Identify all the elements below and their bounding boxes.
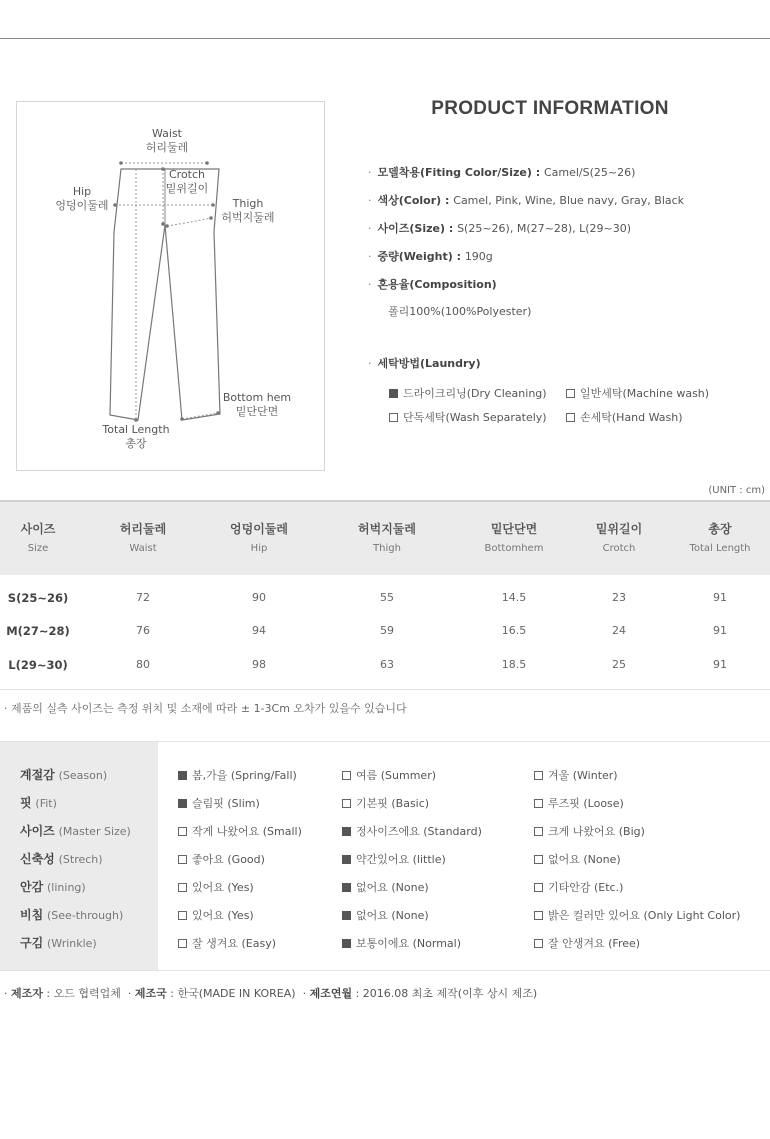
attribute-option-label: 밝은 컬러만 있어요 (Only Light Color) (548, 909, 741, 922)
attribute-label-en: (Season) (58, 769, 108, 782)
size-cell: 14.5 (501, 591, 527, 604)
size-row: · 사이즈(Size) : S(25~26), M(27~28), L(29~30) (368, 222, 632, 235)
checkbox-checked-icon (342, 855, 351, 864)
attribute-option-label: 크게 나왔어요 (Big) (548, 825, 645, 838)
size-header-kr: 허벅지둘레 (358, 522, 416, 536)
attribute-option-label: 슬림핏 (Slim) (192, 797, 260, 810)
attribute-label (20, 934, 97, 951)
checkbox-empty-icon (178, 855, 187, 864)
hip-label: Hip 엉덩이둘레 (55, 185, 109, 212)
checkbox-empty-icon (566, 389, 575, 398)
checkbox-checked-icon (342, 939, 351, 948)
checkbox-empty-icon (534, 883, 543, 892)
bottom-hem-label: Bottom hem 밑단단면 (222, 391, 292, 418)
attribute-option (342, 767, 436, 783)
attribute-option (178, 935, 276, 951)
size-cell: 76 (136, 624, 150, 637)
attribute-label (20, 822, 131, 839)
size-cell: 63 (380, 658, 394, 671)
size-cell: 25 (612, 658, 626, 671)
attribute-option (178, 879, 254, 895)
attribute-option-label: 없어요 (None) (356, 909, 429, 922)
size-cell: 91 (713, 624, 727, 637)
size-row-label: L(29~30) (8, 658, 68, 672)
attribute-option (534, 767, 618, 783)
size-header-kr: 엉덩이둘레 (230, 522, 288, 536)
attribute-option-label: 있어요 (Yes) (192, 909, 254, 922)
checkbox-empty-icon (534, 911, 543, 920)
size-table-header (0, 500, 770, 575)
attribute-option-label: 없어요 (None) (548, 853, 621, 866)
thigh-label: Thigh 허벅지둘레 (221, 197, 275, 224)
checkbox-checked-icon (389, 389, 398, 398)
composition-row: · 혼용율(Composition) (368, 278, 497, 291)
attribute-label-en: (Master Size) (58, 825, 131, 838)
checkbox-empty-icon (566, 413, 575, 422)
size-cell: 18.5 (501, 658, 527, 671)
attribute-label (20, 794, 57, 811)
size-cell: 72 (136, 591, 150, 604)
checkbox-empty-icon (534, 939, 543, 948)
attribute-option-label: 봄,가을 (Spring/Fall) (192, 769, 297, 782)
checkbox-empty-icon (534, 855, 543, 864)
attribute-label-en: (Wrinkle) (47, 937, 97, 950)
composition-value: 폴리100%(100%Polyester) (388, 305, 532, 318)
size-header-kr: 허리둘레 (119, 522, 167, 536)
attribute-label-en: (See-through) (47, 909, 124, 922)
checkbox-checked-icon (178, 771, 187, 780)
attribute-option (534, 935, 640, 951)
attribute-option (342, 879, 429, 895)
attribute-option-label: 기타안감 (Etc.) (548, 881, 624, 894)
size-header-en: Hip (250, 543, 268, 554)
attribute-option (178, 795, 260, 811)
attribute-option (342, 935, 461, 951)
attr-bottom-divider (0, 970, 770, 971)
total-length-label: Total Length 총장 (102, 423, 170, 450)
attribute-option (178, 907, 254, 923)
checkbox-checked-icon (342, 883, 351, 892)
checkbox-checked-icon (342, 827, 351, 836)
attribute-label-kr: 신축성 (20, 852, 55, 866)
product-information-title: PRODUCT INFORMATION (431, 98, 669, 119)
size-header-kr: 총장 (708, 522, 732, 536)
weight-row: · 중량(Weight) : 190g (368, 250, 493, 263)
attribute-label (20, 850, 103, 867)
attribute-label (20, 766, 107, 783)
model-fit-row: · 모델착용(Fiting Color/Size) : Camel/S(25~26) (368, 166, 636, 179)
checkbox-checked-icon (342, 911, 351, 920)
manufacturer-info: · 제조자 : 오드 협력업체 · 제조국 : 한국(MADE IN KOREA) · 제조연월 : 2016.08 최초 제작(이후 상시 제조) (4, 987, 538, 1000)
size-cell: 59 (380, 624, 394, 637)
attribute-option-label: 겨울 (Winter) (548, 769, 618, 782)
size-row-label: M(27~28) (6, 624, 70, 638)
attribute-option (534, 879, 623, 895)
attribute-option-label: 있어요 (Yes) (192, 881, 254, 894)
laundry-wash-separately: 단독세탁(Wash Separately) (389, 409, 547, 425)
size-header-en: Size (27, 543, 49, 554)
checkbox-empty-icon (342, 771, 351, 780)
attribute-option (178, 823, 302, 839)
checkbox-empty-icon (389, 413, 398, 422)
unit-label: (UNIT : cm) (708, 485, 765, 496)
size-header-kr: 사이즈 (20, 522, 56, 536)
attribute-option (342, 823, 482, 839)
waist-label: Waist 허리둘레 (145, 127, 189, 154)
attribute-label-en: (Fit) (35, 797, 57, 810)
checkbox-empty-icon (178, 939, 187, 948)
size-cell: 98 (252, 658, 266, 671)
attribute-label-kr: 비침 (20, 908, 44, 922)
size-header-en: Waist (129, 543, 157, 554)
attribute-label (20, 906, 123, 923)
attribute-label-kr: 사이즈 (20, 824, 55, 838)
attribute-label-kr: 계절감 (20, 768, 55, 782)
pants-measurement-diagram (16, 101, 325, 471)
attribute-option-label: 약간있어요 (little) (356, 853, 446, 866)
checkbox-empty-icon (178, 911, 187, 920)
size-header-en: Bottomhem (484, 543, 544, 554)
size-row-label: S(25~26) (7, 591, 69, 605)
attribute-label (20, 878, 86, 895)
size-cell: 80 (136, 658, 150, 671)
size-header-kr: 밑단단면 (490, 522, 538, 536)
attribute-option-label: 여름 (Summer) (356, 769, 437, 782)
attribute-option-label: 정사이즈에요 (Standard) (356, 825, 482, 838)
checkbox-empty-icon (534, 799, 543, 808)
laundry-hand-wash: 손세탁(Hand Wash) (566, 409, 683, 425)
size-cell: 90 (252, 591, 266, 604)
attribute-option-label: 없어요 (None) (356, 881, 429, 894)
checkbox-empty-icon (534, 771, 543, 780)
size-cell: 91 (713, 591, 727, 604)
size-cell: 16.5 (501, 624, 527, 637)
attribute-option (342, 795, 429, 811)
attribute-option-label: 보통이에요 (Normal) (356, 937, 462, 950)
attribute-option (342, 851, 446, 867)
attribute-option (178, 851, 265, 867)
attribute-option (534, 823, 645, 839)
size-header-en: Thigh (373, 543, 401, 554)
attribute-option (534, 795, 624, 811)
checkbox-checked-icon (178, 799, 187, 808)
checkbox-empty-icon (342, 799, 351, 808)
attribute-label-kr: 핏 (20, 796, 32, 810)
attribute-label-kr: 구김 (20, 936, 44, 950)
table-divider (0, 689, 770, 690)
attribute-option (342, 907, 429, 923)
laundry-dry-cleaning: 드라이크리닝(Dry Cleaning) (389, 385, 547, 401)
size-cell: 23 (612, 591, 626, 604)
attribute-option-label: 잘 안생겨요 (Free) (548, 937, 641, 950)
attribute-option-label: 기본핏 (Basic) (356, 797, 430, 810)
attribute-option (534, 907, 740, 923)
attribute-label-kr: 안감 (20, 880, 44, 894)
attribute-option (178, 767, 297, 783)
size-note: · 제품의 실측 사이즈는 측정 위치 및 소재에 따라 ± 1-3Cm 오차가 있을수 있습니다 (4, 702, 407, 715)
attribute-label-en: (Strech) (58, 853, 103, 866)
checkbox-empty-icon (534, 827, 543, 836)
attribute-label-en: (lining) (47, 881, 86, 894)
laundry-machine-wash: 일반세탁(Machine wash) (566, 385, 709, 401)
attribute-option-label: 루즈핏 (Loose) (548, 797, 624, 810)
checkbox-empty-icon (178, 883, 187, 892)
size-header-en: Crotch (602, 543, 636, 554)
attribute-option (534, 851, 621, 867)
attribute-option-label: 잘 생겨요 (Easy) (192, 937, 277, 950)
size-cell: 24 (612, 624, 626, 637)
checkbox-empty-icon (178, 827, 187, 836)
laundry-row: · 세탁방법(Laundry) (368, 357, 481, 370)
top-divider (0, 38, 770, 39)
size-cell: 94 (252, 624, 266, 637)
size-cell: 91 (713, 658, 727, 671)
color-row: · 색상(Color) : Camel, Pink, Wine, Blue navy, Gray, Black (368, 194, 685, 207)
size-header-en: Total Length (689, 543, 751, 554)
size-header-kr: 밑위길이 (595, 522, 643, 536)
size-cell: 55 (380, 591, 394, 604)
attribute-option-label: 좋아요 (Good) (192, 853, 265, 866)
crotch-label: Crotch 밑위길이 (165, 168, 209, 195)
attribute-option-label: 작게 나왔어요 (Small) (192, 825, 302, 838)
